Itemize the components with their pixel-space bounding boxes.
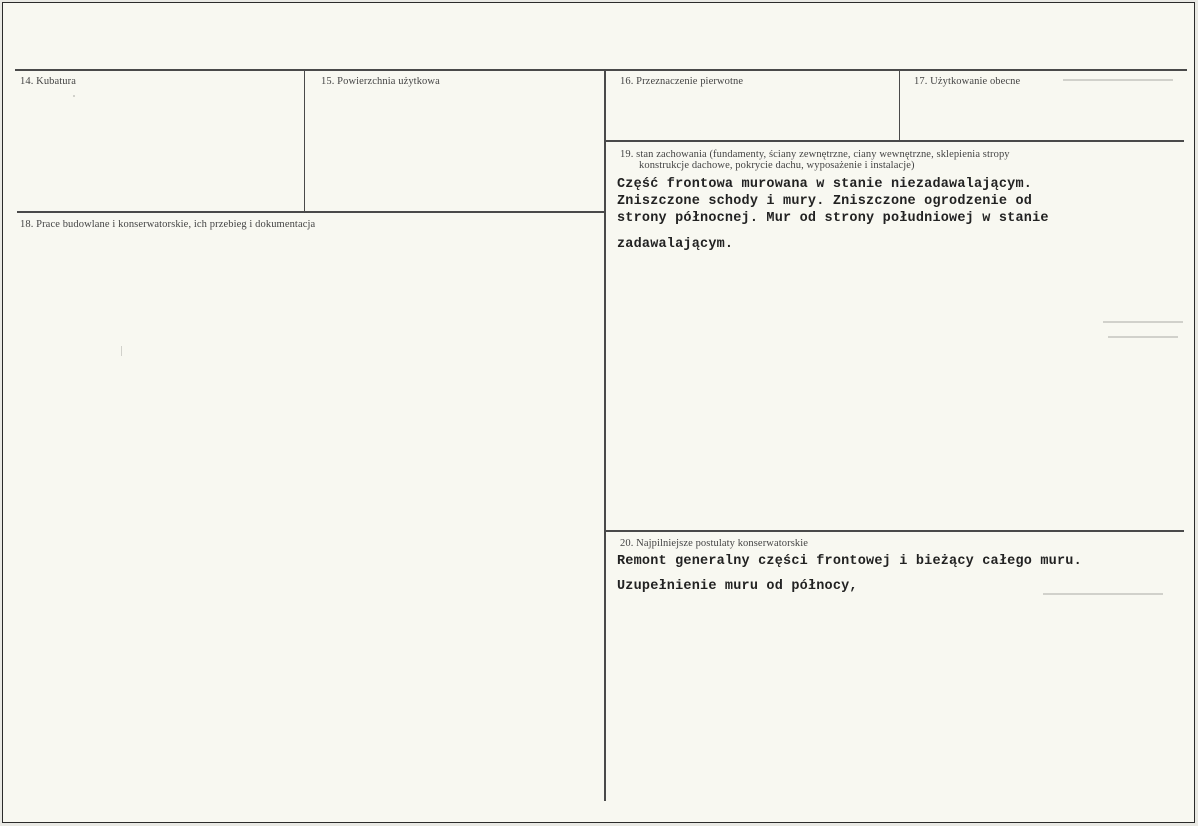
field-20-label: 20. Najpilniejsze postulaty konserwatorskie: [620, 538, 809, 549]
field-14-label: 14. Kubatura: [20, 76, 77, 87]
rule-under-14-15: [17, 211, 604, 213]
paper-speck: [1043, 593, 1163, 595]
paper-speck: [1108, 336, 1178, 338]
field-15-label: 15. Powierzchnia użytkowa: [321, 76, 440, 87]
paper-speck: [121, 346, 122, 356]
field-20-text-line1: Remont generalny części frontowej i bieżący całego muru.: [617, 554, 1082, 569]
field-20-text-line2: Uzupełnienie muru od północy,: [617, 579, 858, 594]
divider-16-17: [899, 71, 900, 141]
rule-under-16-17: [606, 140, 1184, 142]
field-19-label-line1: 19. stan zachowania (fundamenty, ściany zewnętrzne, ciany wewnętrzne, sklepienia stropy: [620, 149, 1010, 160]
field-16-label: 16. Przeznaczenie pierwotne: [620, 76, 744, 87]
paper-speck: [73, 95, 75, 97]
field-19-text-line2: Zniszczone schody i mury. Zniszczone ogrodzenie od: [617, 194, 1033, 209]
divider-14-15: [304, 71, 305, 212]
paper-speck: [1103, 321, 1183, 323]
field-19-text-line1: Część frontowa murowana w stanie niezadawalającym.: [617, 177, 1033, 192]
field-19-text-line4: zadawalającym.: [617, 237, 734, 252]
top-rule: [15, 69, 1187, 71]
field-17-label: 17. Użytkowanie obecne: [914, 76, 1021, 87]
record-card: [2, 2, 1195, 823]
rule-above-20: [606, 530, 1184, 532]
field-19-label-line2: konstrukcje dachowe, pokrycie dachu, wyposażenie i instalacje): [639, 160, 915, 171]
field-19-text-line3: strony północnej. Mur od strony południowej w stanie: [617, 211, 1049, 226]
field-18-label: 18. Prace budowlane i konserwatorskie, ich przebieg i dokumentacja: [20, 219, 316, 230]
divider-15-16: [604, 71, 606, 801]
paper-speck: [1063, 79, 1173, 81]
